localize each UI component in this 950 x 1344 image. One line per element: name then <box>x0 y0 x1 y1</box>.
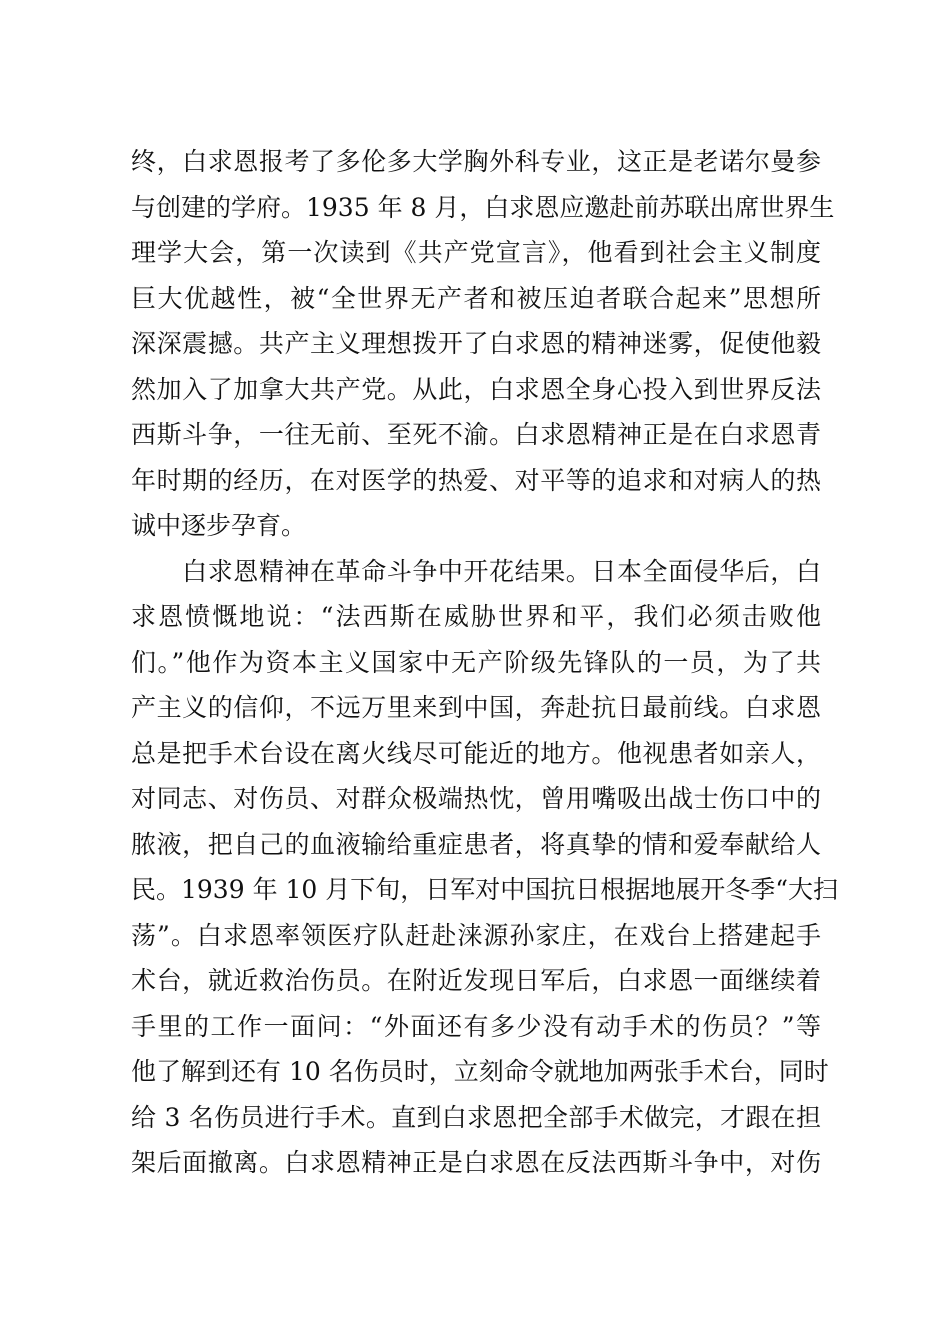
text-line: 总是把手术台设在离火线尽可能近的地方。他视患者如亲人， <box>131 738 821 768</box>
body-text <box>131 139 839 1186</box>
text-line: 与创建的学府。1935 年 8 月，白求恩应邀赴前苏联出席世界生 <box>131 192 835 222</box>
text-line: 架后面撤离。白求恩精神正是白求恩在反法西斯斗争中，对伤 <box>131 1148 821 1177</box>
text-line: 白求恩精神在革命斗争中开花结果。日本全面侵华后，白 <box>131 556 821 586</box>
text-line: 求恩愤慨地说：“法西斯在威胁世界和平，我们必须击败他 <box>131 602 821 631</box>
paragraph-2 <box>131 549 839 1186</box>
paragraph-1 <box>131 139 835 549</box>
text-line: 年时期的经历，在对医学的热爱、对平等的追求和对病人的热 <box>131 465 821 495</box>
text-line: 给 3 名伤员进行手术。直到白求恩把全部手术做完，才跟在担 <box>131 1102 821 1132</box>
text-line: 然加入了加拿大共产党。从此，白求恩全身心投入到世界反法 <box>131 374 821 404</box>
text-line: 理学大会，第一次读到《共产党宣言》，他看到社会主义制度 <box>131 238 821 267</box>
text-line: 产主义的信仰，不远万里来到中国，奔赴抗日最前线。白求恩 <box>131 693 821 722</box>
text-line: 诚中逐步孕育。 <box>131 511 307 540</box>
text-line: 民。1939 年 10 月下旬，日军对中国抗日根据地展开冬季“大扫 <box>131 875 839 904</box>
text-line: 对同志、对伤员、对群众极端热忱，曾用嘴吸出战士伤口中的 <box>131 784 821 813</box>
text-line: 术台，就近救治伤员。在附近发现日军后，白求恩一面继续着 <box>131 966 821 995</box>
text-line: 西斯斗争，一往无前、至死不渝。白求恩精神正是在白求恩青 <box>131 420 821 449</box>
text-line: 脓液，把自己的血液输给重症患者，将真挚的情和爱奉献给人 <box>131 829 821 859</box>
text-line: 手里的工作一面问：“外面还有多少没有动手术的伤员？”等 <box>131 1011 821 1041</box>
text-line: 巨大优越性，被“全世界无产者和被压迫者联合起来”思想所 <box>131 283 821 313</box>
text-line: 终，白求恩报考了多伦多大学胸外科专业，这正是老诺尔曼参 <box>131 147 821 176</box>
text-line: 们。”他作为资本主义国家中无产阶级先锋队的一员，为了共 <box>131 647 821 677</box>
text-line: 深深震撼。共产主义理想拨开了白求恩的精神迷雾，促使他毅 <box>131 329 821 358</box>
text-line: 他了解到还有 10 名伤员时，立刻命令就地加两张手术台，同时 <box>131 1057 829 1086</box>
text-line: 荡”。白求恩率领医疗队赶赴涞源孙家庄，在戏台上搭建起手 <box>131 920 821 950</box>
